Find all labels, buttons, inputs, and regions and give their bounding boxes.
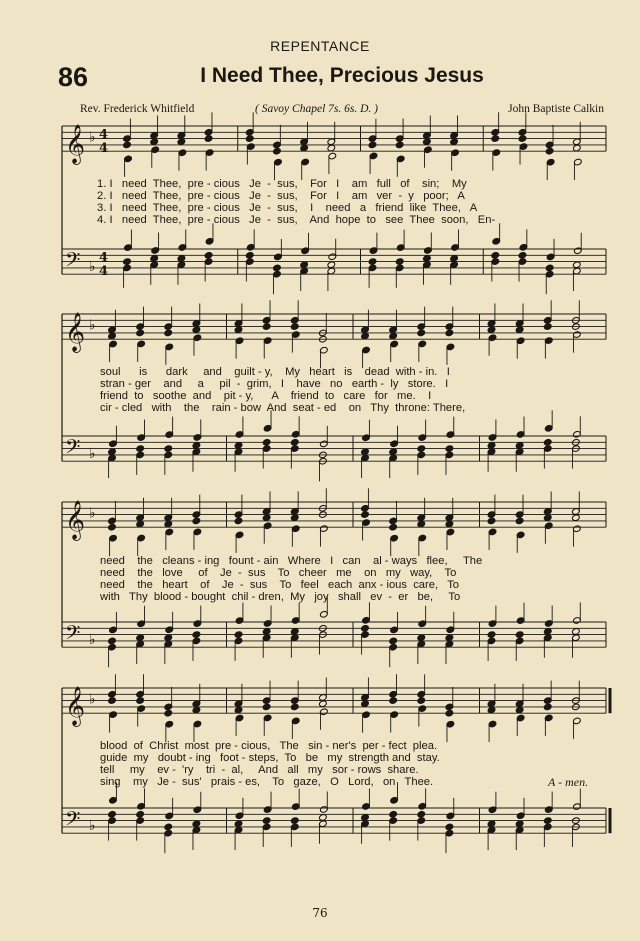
- note-head: [290, 628, 299, 636]
- hymn-title: I Need Thee, Precious Jesus: [200, 64, 484, 87]
- note-head: [417, 520, 426, 528]
- note-head: [177, 255, 186, 263]
- note-head: [300, 144, 309, 152]
- note-head: [417, 329, 426, 337]
- section-heading: REPENTANCE: [270, 38, 370, 54]
- note-head: [192, 631, 201, 639]
- lyric-line: blood of Christ most pre - cious, The sin - ner's per - fect plea.: [100, 740, 438, 752]
- tune-credit: ( Savoy Chapel 7s. 6s. D. ): [255, 103, 378, 115]
- note-head: [136, 811, 145, 819]
- note-head: [108, 332, 117, 340]
- note-head: [192, 820, 201, 828]
- note-head: [136, 520, 145, 528]
- note-head: [319, 700, 328, 708]
- bass-clef-icon: 𝄢: [65, 620, 81, 649]
- note-head: [487, 517, 496, 525]
- note-head: [262, 703, 271, 711]
- note-head: [491, 135, 500, 143]
- note-head: [290, 514, 299, 522]
- note-head: [136, 697, 145, 705]
- lyric-line: need the heart of Je - sus To feel each anx - ious care, To: [100, 579, 460, 591]
- note-head: [361, 448, 370, 456]
- note-head: [450, 255, 459, 263]
- time-signature-icon: 4: [99, 127, 109, 143]
- treble-clef-icon: 𝄞: [65, 124, 86, 165]
- note-head: [361, 700, 370, 708]
- lyric-line: 3. I need Thee, pre - cious Je - sus, I need a friend like Thee, A: [97, 202, 478, 214]
- note-head: [164, 445, 173, 453]
- note-head: [108, 697, 117, 705]
- note-head: [515, 820, 524, 828]
- note-head: [395, 141, 404, 149]
- time-signature-icon: 4: [99, 141, 109, 157]
- note-head: [300, 261, 309, 269]
- note-head: [164, 634, 173, 642]
- note-head: [361, 814, 370, 822]
- hymn-number: 86: [58, 62, 89, 92]
- lyric-line: friend to soothe and pit - y, A friend to care for me. I: [100, 390, 432, 402]
- note-head: [262, 514, 271, 522]
- note-head: [389, 523, 398, 531]
- note-head: [192, 706, 201, 714]
- note-head: [445, 709, 454, 717]
- note-head: [234, 631, 243, 639]
- note-head: [518, 135, 527, 143]
- note-head: [417, 811, 426, 819]
- note-head: [177, 138, 186, 146]
- note-head: [234, 517, 243, 525]
- note-head: [290, 817, 299, 825]
- page-number: 76: [312, 906, 328, 920]
- note-head: [245, 252, 254, 260]
- note-head: [164, 823, 173, 831]
- note-head: [150, 138, 159, 146]
- note-head: [234, 706, 243, 714]
- lyric-line: with Thy blood - bought chil - dren, My joy shall ev - er be, To: [100, 591, 461, 603]
- note-head: [164, 520, 173, 528]
- note-head: [445, 823, 454, 831]
- lyric-line: 4. I need Thee, pre - cious Je - sus, And hope to see Thee soon, En-: [97, 214, 496, 226]
- note-head: [515, 631, 524, 639]
- note-head: [136, 634, 145, 642]
- note-head: [361, 332, 370, 340]
- note-head: [192, 517, 201, 525]
- flat-icon: ♭: [89, 258, 96, 275]
- flat-icon: ♭: [89, 817, 96, 834]
- note-head: [545, 147, 554, 155]
- note-head: [543, 323, 552, 331]
- note-head: [290, 439, 299, 447]
- note-head: [445, 634, 454, 642]
- note-head: [192, 442, 201, 450]
- flat-icon: ♭: [89, 317, 96, 334]
- author-credit: Rev. Frederick Whitfield: [80, 103, 195, 115]
- note-head: [543, 514, 552, 522]
- lyrics-system-3: [100, 555, 482, 603]
- note-head: [389, 637, 398, 645]
- note-head: [192, 326, 201, 334]
- time-signature-icon: 4: [99, 250, 109, 266]
- lyric-line: sing my Je - sus' prais - es, To gaze, O Lord, on Thee.: [100, 776, 434, 788]
- note-head: [543, 703, 552, 711]
- note-head: [290, 703, 299, 711]
- note-head: [487, 631, 496, 639]
- note-head: [368, 141, 377, 149]
- note-head: [445, 329, 454, 337]
- lyric-line: need the love of Je - sus To cheer me on my way, To: [100, 567, 457, 579]
- flat-icon: ♭: [89, 691, 96, 708]
- lyric-line: stran - ger and a pil - grim, I have no earth - ly store. I: [100, 378, 449, 390]
- note-head: [487, 820, 496, 828]
- note-head: [204, 252, 213, 260]
- note-head: [423, 138, 432, 146]
- note-head: [234, 326, 243, 334]
- note-head: [389, 697, 398, 705]
- lyric-line: need the cleans - ing fount - ain Where I can al - ways flee, The: [100, 555, 483, 567]
- lyrics-system-2: [100, 366, 465, 414]
- time-signature-icon: 4: [99, 264, 109, 280]
- note-head: [204, 135, 213, 143]
- note-head: [245, 135, 254, 143]
- note-head: [515, 442, 524, 450]
- note-head: [572, 628, 581, 636]
- lyrics-system-4: [100, 740, 440, 788]
- note-head: [290, 323, 299, 331]
- note-head: [487, 326, 496, 334]
- lyrics-system-1: [97, 178, 495, 226]
- bass-clef-icon: 𝄢: [65, 806, 81, 835]
- note-head: [450, 138, 459, 146]
- note-head: [262, 628, 271, 636]
- lyric-line: 1. I need Thee, pre - cious Je - sus, For I am full of sin; My: [97, 178, 467, 190]
- note-head: [417, 634, 426, 642]
- note-head: [487, 442, 496, 450]
- note-head: [389, 448, 398, 456]
- note-head: [234, 820, 243, 828]
- note-head: [572, 514, 581, 522]
- note-head: [150, 255, 159, 263]
- bass-clef-icon: 𝄢: [65, 434, 81, 463]
- note-head: [518, 252, 527, 260]
- flat-icon: ♭: [89, 631, 96, 648]
- note-head: [123, 258, 132, 266]
- note-head: [368, 258, 377, 266]
- note-head: [108, 637, 117, 645]
- note-head: [327, 144, 336, 152]
- flat-icon: ♭: [89, 129, 96, 146]
- note-head: [515, 326, 524, 334]
- note-head: [573, 144, 582, 152]
- note-head: [262, 323, 271, 331]
- note-head: [108, 811, 117, 819]
- note-head: [545, 264, 554, 272]
- note-head: [108, 523, 117, 531]
- note-head: [361, 625, 370, 633]
- note-head: [395, 258, 404, 266]
- note-head: [273, 147, 282, 155]
- note-head: [491, 252, 500, 260]
- note-head: [234, 442, 243, 450]
- note-head: [417, 697, 426, 705]
- lyric-line: guide my doubt - ing foot - steps, To be my strength and stay.: [100, 752, 440, 764]
- flat-icon: ♭: [89, 505, 96, 522]
- note-head: [273, 264, 282, 272]
- flat-icon: ♭: [89, 445, 96, 462]
- note-head: [262, 439, 271, 447]
- note-head: [262, 817, 271, 825]
- note-head: [319, 814, 328, 822]
- note-head: [136, 445, 145, 453]
- lyric-line: cir - cled with the rain - bow And seat - ed on Thy throne: There,: [100, 402, 466, 414]
- note-head: [389, 332, 398, 340]
- lyric-line: 2. I need Thee, pre - cious Je - sus, For I am ver - y poor; A: [97, 190, 465, 202]
- note-head: [423, 255, 432, 263]
- note-head: [515, 706, 524, 714]
- note-head: [123, 141, 132, 149]
- note-head: [164, 709, 173, 717]
- note-head: [417, 445, 426, 453]
- note-head: [389, 811, 398, 819]
- treble-clef-icon: 𝄞: [65, 500, 86, 541]
- lyric-line: soul is dark and guilt - y, My heart is dead with - in. I: [100, 366, 450, 378]
- note-head: [515, 517, 524, 525]
- note-head: [136, 329, 145, 337]
- note-head: [164, 329, 173, 337]
- note-head: [543, 439, 552, 447]
- amen-text: A - men.: [548, 775, 589, 789]
- treble-clef-icon: 𝄞: [65, 686, 86, 727]
- note-head: [543, 628, 552, 636]
- note-head: [445, 445, 454, 453]
- note-head: [361, 511, 370, 519]
- note-head: [543, 817, 552, 825]
- bass-clef-icon: 𝄢: [65, 247, 81, 276]
- note-head: [573, 261, 582, 269]
- note-head: [327, 261, 336, 269]
- composer-credit: John Baptiste Calkin: [508, 103, 604, 115]
- treble-clef-icon: 𝄞: [65, 312, 86, 353]
- lyric-line: tell my ev - 'ry tri - al, And all my sor - rows share.: [100, 764, 419, 776]
- note-head: [445, 520, 454, 528]
- note-head: [108, 448, 117, 456]
- note-head: [487, 706, 496, 714]
